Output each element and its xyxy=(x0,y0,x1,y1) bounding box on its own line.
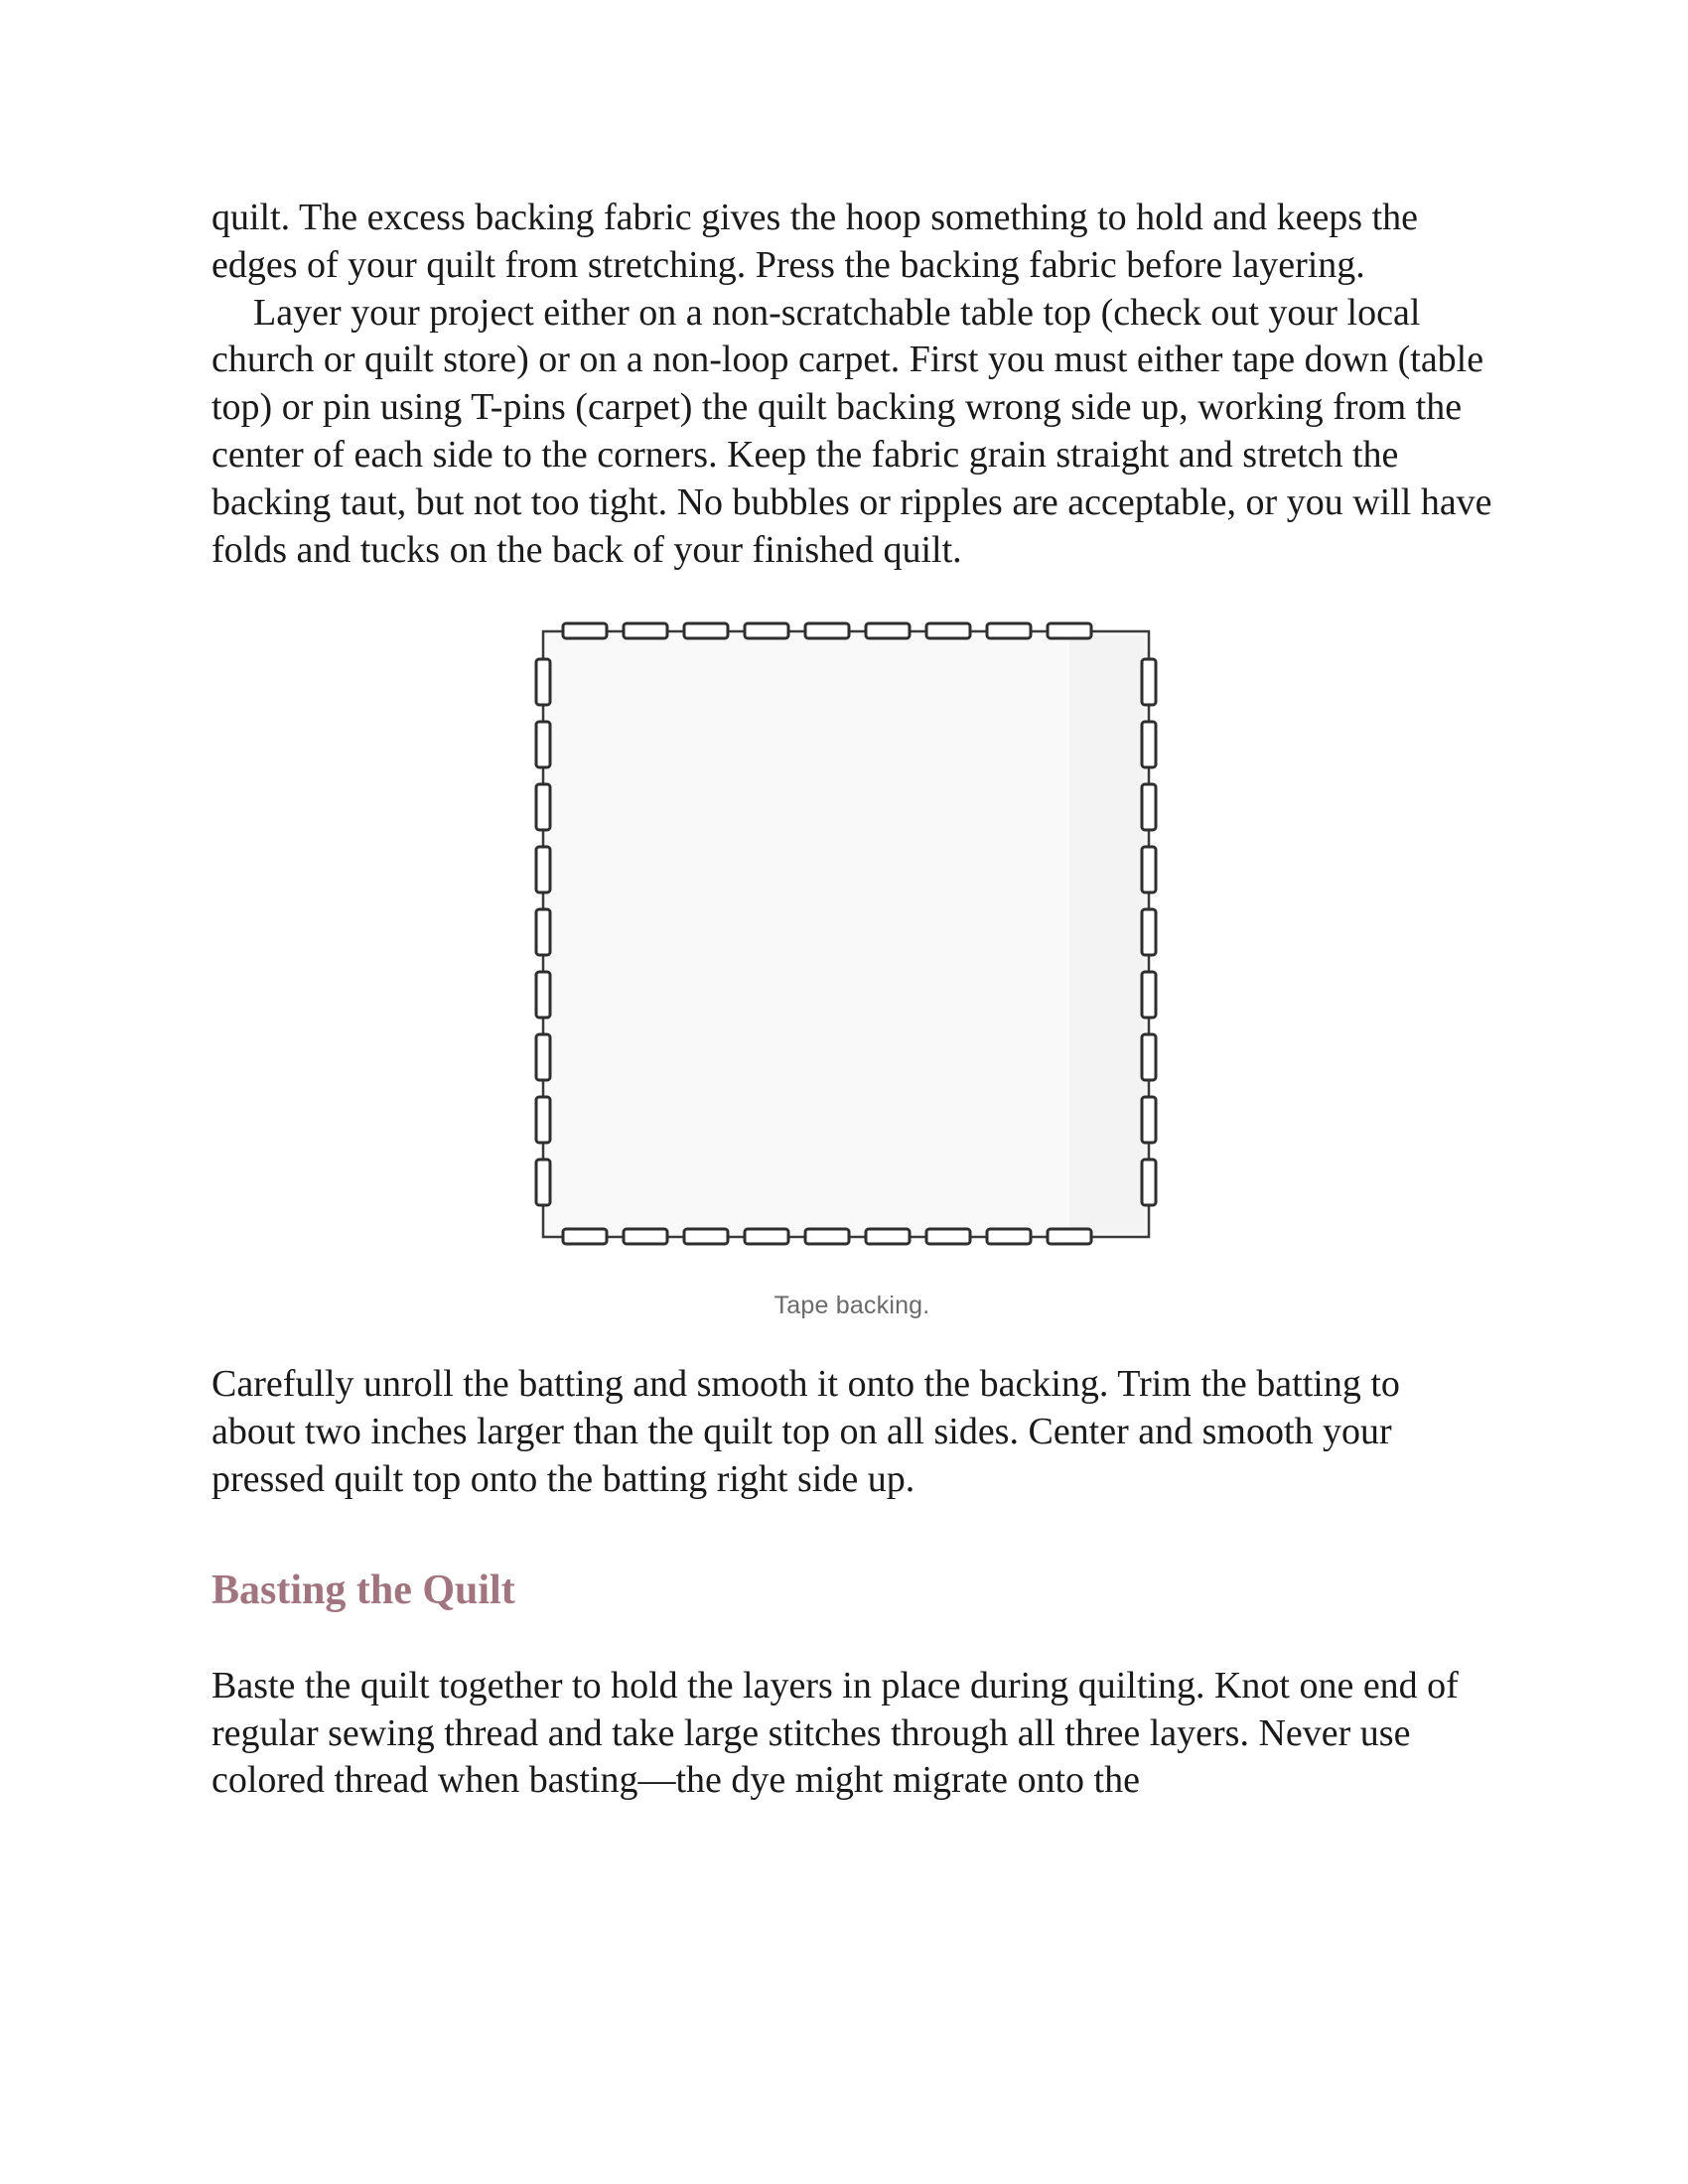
tape-strip-right xyxy=(1142,972,1156,1018)
tape-strip-left xyxy=(536,847,550,892)
tape-strip-right xyxy=(1142,784,1156,830)
paragraph-batting: Carefully unroll the batting and smooth it onto the backing. Trim the batting to about two inches larger than the quilt top on all sides. Center and smooth your pressed quilt top onto the batting right side up. xyxy=(211,1363,1400,1500)
paragraph-backing-excess: quilt. The excess backing fabric gives the hoop something to hold and keeps the edges of your quilt from stretching. Press the backing fabric before layering. xyxy=(211,197,1419,286)
section-heading-basting: Basting the Quilt xyxy=(211,1567,515,1613)
fabric-square xyxy=(543,631,1149,1237)
paragraph-layering: Layer your project either on a non-scratchable table top (check out your local church or quilt store) or on a non-loop carpet. First you must either tape down (table top) or pin using T-pins (carpet) the quilt backing wrong side up, working from the center of each side to the corners. Keep the fabric grain straight and stretch the backing taut, but not too tight. No bubbles or ripples are acceptable, or you will have folds and tucks on the back of your finished quilt. xyxy=(211,291,1492,571)
tape-strip-left xyxy=(536,1097,550,1143)
taped-fabric-diagram-icon xyxy=(533,621,1169,1262)
tape-strip-right xyxy=(1142,909,1156,955)
tape-strip-top xyxy=(745,623,788,638)
tape-strip-right xyxy=(1142,1097,1156,1143)
tape-strip-bottom xyxy=(563,1229,607,1244)
tape-strip-right xyxy=(1142,722,1156,767)
document-page xyxy=(211,195,1492,1805)
tape-strip-left xyxy=(536,972,550,1018)
tape-strip-bottom xyxy=(987,1229,1031,1244)
tape-strip-top xyxy=(1048,623,1091,638)
tape-strip-bottom xyxy=(805,1229,849,1244)
tape-backing-figure xyxy=(211,621,1492,1361)
paragraph-basting: Baste the quilt together to hold the layers in place during quilting. Knot one end of regular sewing thread and take large stitches through all three layers. Never use colored thread when basting—the dye might migrate onto the xyxy=(211,1664,1459,1802)
tape-strip-left xyxy=(536,784,550,830)
tape-strip-top xyxy=(684,623,728,638)
tape-strip-right xyxy=(1142,1160,1156,1205)
tape-strip-bottom xyxy=(745,1229,788,1244)
tape-strip-top xyxy=(926,623,970,638)
tape-strip-bottom xyxy=(866,1229,910,1244)
tape-strip-top xyxy=(805,623,849,638)
tape-strip-bottom xyxy=(684,1229,728,1244)
tape-strip-bottom xyxy=(926,1229,970,1244)
figure-caption: Tape backing. xyxy=(774,1292,930,1320)
tape-strip-left xyxy=(536,1034,550,1080)
tape-strip-top xyxy=(987,623,1031,638)
tape-strip-right xyxy=(1142,847,1156,892)
tape-strip-right xyxy=(1142,659,1156,705)
tape-strip-left xyxy=(536,722,550,767)
tape-strip-left xyxy=(536,659,550,705)
tape-strip-top xyxy=(866,623,910,638)
tape-strip-right xyxy=(1142,1034,1156,1080)
tape-strip-bottom xyxy=(1048,1229,1091,1244)
tape-strip-left xyxy=(536,909,550,955)
tape-strip-left xyxy=(536,1160,550,1205)
tape-strip-top xyxy=(563,623,607,638)
tape-strip-top xyxy=(624,623,667,638)
tape-strip-bottom xyxy=(624,1229,667,1244)
